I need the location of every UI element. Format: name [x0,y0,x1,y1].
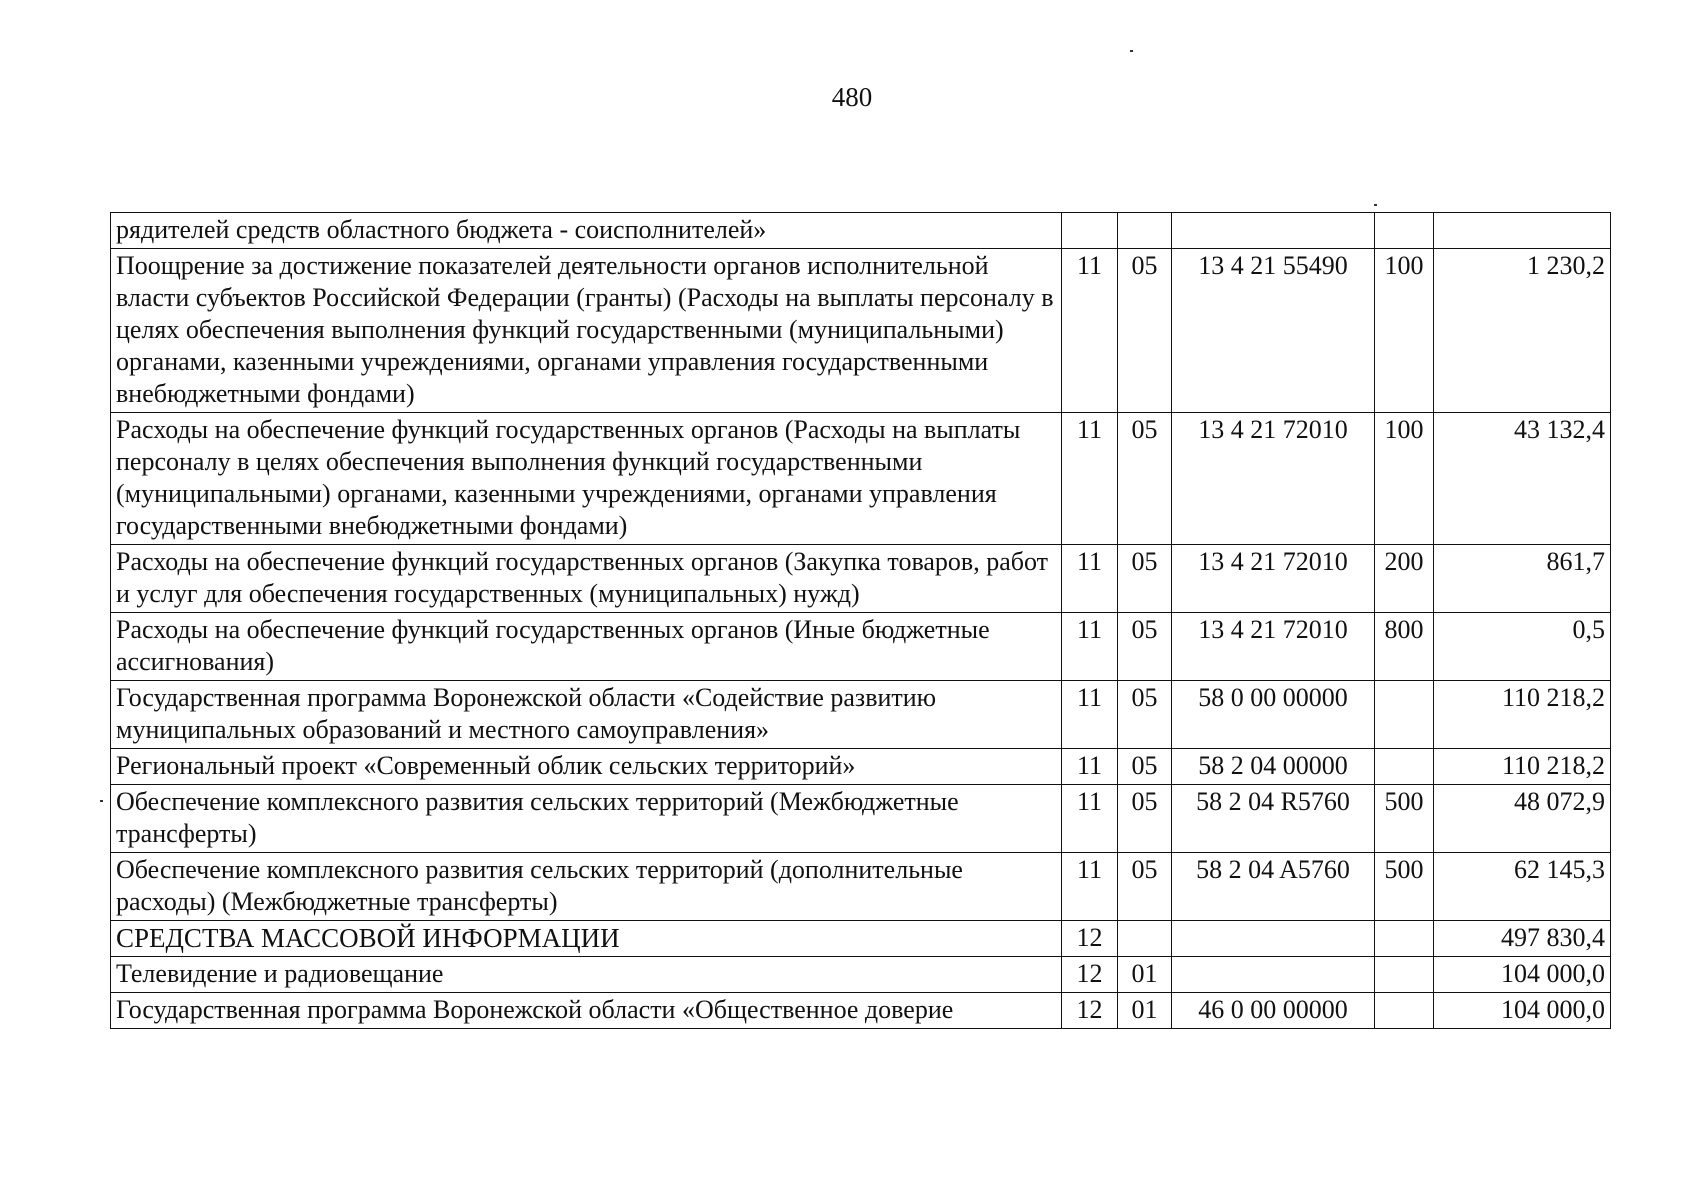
target-article-cell: 58 2 04 00000 [1172,749,1375,785]
table-row [111,785,1611,853]
target-article-cell: 46 0 00 00000 [1172,993,1375,1029]
target-article-cell: 58 2 04 A5760 [1172,853,1375,921]
amount-cell: 43 132,4 [1434,413,1611,545]
scan-speck [1374,204,1377,206]
target-article-cell [1172,957,1375,993]
expense-type-cell: 500 [1375,785,1434,853]
expense-name-cell: Региональный проект «Современный облик сельских территорий» [111,749,1062,785]
subsection-code-cell: 05 [1118,785,1172,853]
table-row [111,853,1611,921]
section-code-cell: 12 [1062,993,1118,1029]
amount-cell: 1 230,2 [1434,249,1611,413]
subsection-code-cell: 05 [1118,413,1172,545]
table-row [111,921,1611,957]
expense-type-cell [1375,993,1434,1029]
expense-name-cell: Государственная программа Воронежской области «Содействие развитию муниципальных образований и местного самоуправления» [111,681,1062,749]
target-article-cell: 58 0 00 00000 [1172,681,1375,749]
section-code-cell: 12 [1062,921,1118,957]
expense-type-cell [1375,921,1434,957]
section-code-cell: 11 [1062,545,1118,613]
scan-speck [100,800,103,802]
amount-cell: 861,7 [1434,545,1611,613]
expense-name-cell: Обеспечение комплексного развития сельских территорий (дополнительные расходы) (Межбюджетные трансферты) [111,853,1062,921]
expense-type-cell [1375,213,1434,249]
table-row [111,957,1611,993]
expense-name-cell: СРЕДСТВА МАССОВОЙ ИНФОРМАЦИИ [111,921,1062,957]
table-row [111,613,1611,681]
target-article-cell: 13 4 21 72010 [1172,413,1375,545]
section-code-cell: 11 [1062,785,1118,853]
table-row [111,681,1611,749]
expense-type-cell [1375,957,1434,993]
expense-type-cell: 100 [1375,249,1434,413]
budget-table [110,212,1611,1029]
table-row [111,749,1611,785]
expense-type-cell [1375,749,1434,785]
subsection-code-cell: 05 [1118,545,1172,613]
amount-cell: 497 830,4 [1434,921,1611,957]
expense-name-cell: рядителей средств областного бюджета - соисполнителей» [111,213,1062,249]
section-code-cell: 11 [1062,853,1118,921]
target-article-cell: 13 4 21 72010 [1172,545,1375,613]
expense-name-cell: Расходы на обеспечение функций государственных органов (Расходы на выплаты персоналу в целях обеспечения выполнения функций государственными (муниципальными) органами, казенными учреждениями, органами управления государственными внебюджетными фондами) [111,413,1062,545]
target-article-cell [1172,213,1375,249]
amount-cell [1434,213,1611,249]
table-row [111,545,1611,613]
expense-type-cell: 500 [1375,853,1434,921]
expense-name-cell: Поощрение за достижение показателей деятельности органов исполнительной власти субъектов Российской Федерации (гранты) (Расходы на выплаты персоналу в целях обеспечения выполнения функций государственными (муниципальными) органами, казенными учреждениями, органами управления государственными внебюджетными фондами) [111,249,1062,413]
section-code-cell: 12 [1062,957,1118,993]
section-code-cell: 11 [1062,681,1118,749]
subsection-code-cell: 05 [1118,681,1172,749]
expense-type-cell: 100 [1375,413,1434,545]
table-row [111,213,1611,249]
expense-name-cell: Государственная программа Воронежской области «Общественное доверие [111,993,1062,1029]
target-article-cell [1172,921,1375,957]
expense-name-cell: Расходы на обеспечение функций государственных органов (Иные бюджетные ассигнования) [111,613,1062,681]
subsection-code-cell: 05 [1118,749,1172,785]
amount-cell: 110 218,2 [1434,681,1611,749]
subsection-code-cell [1118,213,1172,249]
expense-type-cell: 800 [1375,613,1434,681]
table-row [111,993,1611,1029]
target-article-cell: 58 2 04 R5760 [1172,785,1375,853]
subsection-code-cell: 01 [1118,993,1172,1029]
expense-type-cell [1375,681,1434,749]
budget-table-body [111,213,1611,1029]
section-code-cell: 11 [1062,249,1118,413]
page-number: 480 [831,82,873,112]
target-article-cell: 13 4 21 72010 [1172,613,1375,681]
subsection-code-cell: 01 [1118,957,1172,993]
section-code-cell: 11 [1062,613,1118,681]
table-row [111,413,1611,545]
expense-type-cell: 200 [1375,545,1434,613]
expense-name-cell: Расходы на обеспечение функций государственных органов (Закупка товаров, работ и услуг для обеспечения государственных (муниципальных) нужд) [111,545,1062,613]
section-code-cell: 11 [1062,749,1118,785]
amount-cell: 110 218,2 [1434,749,1611,785]
subsection-code-cell: 05 [1118,249,1172,413]
expense-name-cell: Телевидение и радиовещание [111,957,1062,993]
amount-cell: 0,5 [1434,613,1611,681]
amount-cell: 62 145,3 [1434,853,1611,921]
amount-cell: 48 072,9 [1434,785,1611,853]
expense-name-cell: Обеспечение комплексного развития сельских территорий (Межбюджетные трансферты) [111,785,1062,853]
subsection-code-cell: 05 [1118,613,1172,681]
table-row [111,249,1611,413]
section-code-cell [1062,213,1118,249]
amount-cell: 104 000,0 [1434,993,1611,1029]
section-code-cell: 11 [1062,413,1118,545]
scan-speck [1130,50,1133,52]
subsection-code-cell [1118,921,1172,957]
amount-cell: 104 000,0 [1434,957,1611,993]
subsection-code-cell: 05 [1118,853,1172,921]
target-article-cell: 13 4 21 55490 [1172,249,1375,413]
